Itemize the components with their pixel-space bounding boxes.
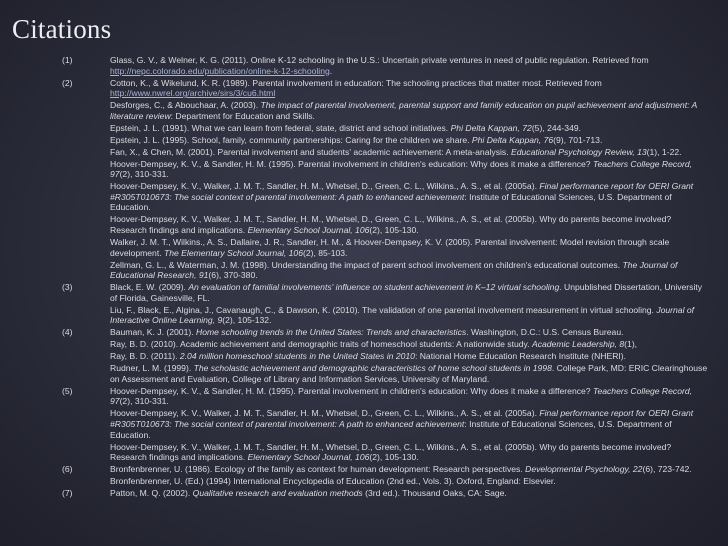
- citation-text-end: . College Park, MD: ERIC Clearinghouse on Assessment and Evaluation, College of Library and Information Services, University of Maryland.: [110, 363, 708, 384]
- citation-text-end: (5), 244-349.: [531, 122, 582, 133]
- citation-source-title: Qualitative research and evaluation methods: [192, 488, 363, 499]
- citation-link[interactable]: http://www.nwrel.org/archive/sirs/3/cu6.html: [110, 88, 276, 99]
- citation-text: Cotton, K., & Wikelund, K. R. (1989). Parental involvement in education: The schooling practices that matter most. Retrieved from: [110, 77, 602, 88]
- citation-source-title: The scholastic achievement and demographic characteristics of home school students in 1998: [193, 363, 552, 374]
- citation-number: (6): [62, 464, 73, 475]
- citation-text-end: . Unpublished Dissertation, University of Florida, Gainesville, FL.: [110, 282, 703, 303]
- page-title: Citations: [12, 14, 112, 44]
- citation-text-end: (2), 310-331.: [119, 169, 169, 180]
- citation-entry: [0, 488, 728, 499]
- citation-text: Hoover-Dempsey, K. V., Walker, J. M. T., Sandler, H. M., Whetsel, D., Green, C. L., Wilkins., A. S., et al. (2005a).: [110, 181, 540, 192]
- citation-link[interactable]: http://nepc.colorado.edu/publication/online-k-12-schooling: [110, 65, 330, 76]
- citation-number: (2): [62, 77, 73, 88]
- citation-entry: [0, 100, 728, 121]
- citation-source-title: Final performance report for OERI Grant #R305T010673: The social context of parental involvement: A path to enhanced achievement: [110, 181, 694, 202]
- citation-text-end: (2), 310-331.: [119, 396, 169, 407]
- citation-entry: [0, 237, 728, 258]
- citation-source-title: Teachers College Record, 97: [110, 158, 693, 180]
- citation-text: Bauman, K. J. (2001).: [110, 327, 196, 338]
- citation-entry: [0, 181, 728, 213]
- citation-text: Hoover-Dempsey, K. V., Walker, J. M. T., Sandler, H. M., Whetsel, D., Green, C. L., Wilkins., A. S., et al. (2005b). Why do parents become involved? Research findings and implications.: [110, 441, 672, 463]
- citation-entry: [0, 327, 728, 338]
- citation-text-end: (2), 85-103.: [303, 247, 348, 258]
- citation-text: Hoover-Dempsey, K. V., & Sandler, H. M. (1995). Parental involvement in children's education: Why does it make a difference?: [110, 158, 593, 169]
- citation-text-end: (9), 701-713.: [553, 134, 603, 145]
- citation-text: Liu, F., Black, E., Algina, J., Cavanaugh, C., & Dawson, K. (2010). The validation of one parental involvement measurement in virtual schooling.: [110, 304, 657, 315]
- citation-entry: [0, 442, 728, 463]
- citation-source-title: The Journal of Educational Research, 91: [110, 259, 678, 281]
- citation-text-end: .: [329, 65, 333, 76]
- citation-text-end: (2), 105-130.: [369, 452, 419, 463]
- citation-entry: [0, 147, 728, 158]
- citation-source-title: Academic Leadership, 8: [531, 339, 625, 350]
- citation-text: Ray, B. D. (2011).: [110, 351, 180, 362]
- citation-entry: [0, 214, 728, 235]
- citation-source-title: The Elementary School Journal, 106: [163, 247, 303, 258]
- citation-text: Desforges, C., & Abouchaar, A. (2003).: [110, 100, 261, 111]
- citation-number: (4): [62, 327, 73, 338]
- citation-source-title: Journal of Interactive Online Learning, 9: [110, 304, 695, 326]
- citation-source-title: Home schooling trends in the United States: Trends and characteristics: [195, 327, 467, 338]
- citation-text: Epstein, J. L. (1995). School, family, community partnerships: Caring for the children we share.: [110, 134, 472, 145]
- citation-source-title: The impact of parental involvement, parental support and family education on pupil achievement and adjustment: A literature review: [110, 100, 697, 121]
- citation-entry: [0, 282, 728, 303]
- citation-text-end: : National Home Education Research Institute (NHERI).: [414, 351, 627, 362]
- citation-text: Glass, G. V., & Welner, K. G. (2011). Online K-12 schooling in the U.S.: Uncertain private ventures in need of public regulation. Retrieved from: [110, 55, 649, 65]
- citation-text: Walker, J. M. T., Wilkins., A. S., Dallaire, J. R., Sandler, H. M., & Hoover-Dempsey, K. V. (2005). Parental involvement: Model revision through scale development.: [110, 237, 670, 258]
- citation-text-end: (6), 370-380.: [208, 270, 258, 281]
- citation-source-title: Phi Delta Kappan, 76: [471, 134, 554, 145]
- citation-text: Patton, M. Q. (2002).: [110, 488, 193, 499]
- citation-number: (7): [62, 488, 73, 499]
- citation-number: (5): [62, 385, 73, 396]
- citation-text: Hoover-Dempsey, K. V., Walker, J. M. T., Sandler, H. M., Whetsel, D., Green, C. L., Wilkins., A. S., et al. (2005b). Why do parents become involved? Research findings and implications.: [110, 214, 672, 236]
- citation-text-end: (3rd ed.). Thousand Oaks, CA: Sage.: [362, 488, 507, 499]
- citation-source-title: An evaluation of familial involvements' influence on student achievement in K–12 virtual schooling: [188, 282, 560, 293]
- citation-entry: [0, 55, 728, 76]
- citation-entry: [0, 78, 728, 99]
- citation-source-title: Final performance report for OERI Grant #R305T010673: The social context of parental involvement: A path to enhanced achievement: [110, 408, 694, 430]
- citation-entry: [0, 351, 728, 362]
- citation-entry: [0, 408, 728, 440]
- citation-text-end: : Department for Education and Skills.: [170, 110, 315, 121]
- citation-entry: [0, 135, 728, 146]
- citation-text: Epstein, J. L. (1991). What we can learn from federal, state, district and school initiatives.: [110, 122, 451, 133]
- citation-entry: [0, 339, 728, 350]
- citation-source-title: Developmental Psychology, 22: [525, 464, 643, 475]
- citation-entry: [0, 159, 728, 180]
- citation-text-end: (2), 105-130.: [369, 225, 419, 236]
- citation-text-end: : Institute of Educational Sciences, U.S. Department of Education.: [110, 419, 672, 440]
- citation-text-end: (6), 723-742.: [642, 464, 692, 475]
- citation-source-title: Elementary School Journal, 106: [247, 452, 370, 463]
- citation-text: Hoover-Dempsey, K. V., & Sandler, H. M. (1995). Parental involvement in children's education: Why does it make a difference?: [110, 385, 593, 396]
- citation-text-end: . Washington, D.C.: U.S. Census Bureau.: [466, 327, 624, 338]
- citation-text-end: : Institute of Educational Sciences, U.S. Department of Education.: [110, 191, 672, 213]
- citation-entry: [0, 363, 728, 384]
- citation-number: (1): [62, 55, 73, 65]
- citation-number: (3): [62, 282, 73, 293]
- citation-source-title: Elementary School Journal, 106: [247, 225, 370, 236]
- citation-source-title: 2.04 million homeschool students in the United States in 2010: [179, 351, 415, 362]
- citation-entry: [0, 305, 728, 326]
- citation-text-end: (1), 1-22.: [646, 146, 682, 157]
- citation-list: [0, 55, 728, 500]
- citation-entry: [0, 260, 728, 281]
- citation-text: Zellman, G. L., & Waterman, J. M. (1998). Understanding the impact of parent school involvement on children's educational outcomes.: [110, 259, 623, 270]
- citation-text: Bronfenbrenner, U. (1986). Ecology of the family as context for human development: Research perspectives.: [110, 464, 526, 475]
- citation-entry: [0, 464, 728, 475]
- citation-text: Black, E. W. (2009).: [110, 282, 189, 293]
- citation-source-title: Educational Psychology Review, 13: [510, 146, 647, 157]
- citation-source-title: Phi Delta Kappan, 72: [450, 122, 532, 133]
- citation-text-end: (1),: [624, 339, 638, 350]
- citation-source-title: Teachers College Record, 97: [110, 385, 693, 407]
- citation-text: Rudner, L. M. (1999).: [110, 363, 194, 374]
- citation-text-end: (2), 105-132.: [222, 315, 272, 326]
- citation-text: Fan, X., & Chen, M. (2001). Parental involvement and students' academic achievement: A meta-analysis.: [110, 146, 511, 157]
- citation-entry: [0, 386, 728, 407]
- citation-text: Bronfenbrenner, U. (Ed.) (1994) International Encyclopedia of Education (2nd ed., Vols. 3). Oxford, England: Elsevier.: [110, 476, 556, 487]
- citation-entry: [0, 476, 728, 487]
- citation-text: Hoover-Dempsey, K. V., Walker, J. M. T., Sandler, H. M., Whetsel, D., Green, C. L., Wilkins., A. S., et al. (2005a).: [110, 408, 540, 419]
- citation-text: Ray, B. D. (2010). Academic achievement and demographic traits of homeschool students: A nationwide study.: [110, 339, 532, 350]
- citation-entry: [0, 123, 728, 134]
